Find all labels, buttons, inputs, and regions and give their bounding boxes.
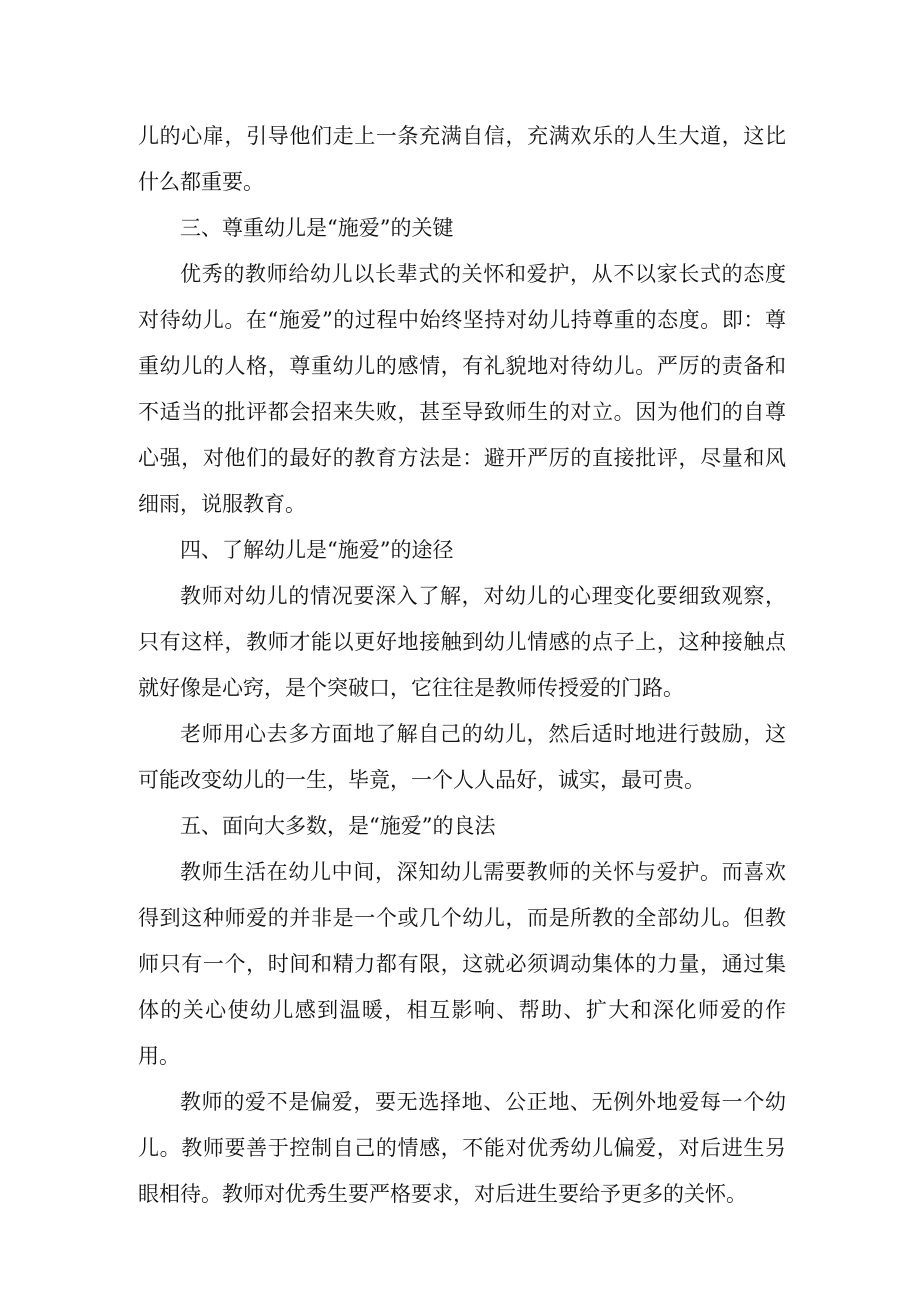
paragraph: 老师用心去多方面地了解自己的幼儿，然后适时地进行鼓励，这可能改变幼儿的一生，毕竟，一个人人品好，诚实，最可贵。 (138, 722, 786, 792)
document-body (138, 113, 786, 1217)
paragraph: 教师对幼儿的情况要深入了解，对幼儿的心理变化要细致观察，只有这样，教师才能以更好地接触到幼儿情感的点子上，这种接触点就好像是心窍，是个突破口，它往往是教师传授爱的门路。 (138, 584, 786, 700)
section-heading-5: 五、面向大多数，是“施爱”的良法 (180, 814, 496, 838)
section-heading-4: 四、了解幼儿是“施爱”的途径 (180, 538, 454, 562)
paragraph: 优秀的教师给幼儿以长辈式的关怀和爱护，从不以家长式的态度对待幼儿。在“施爱”的过程中始终坚持对幼儿持尊重的态度。即：尊重幼儿的人格，尊重幼儿的感情，有礼貌地对待幼儿。严厉的责备和不适当的批评都会招来失败，甚至导致师生的对立。因为他们的自尊心强，对他们的最好的教育方法是：避开严厉的直接批评，尽量和风细雨，说服教育。 (138, 262, 786, 516)
paragraph: 教师生活在幼儿中间，深知幼儿需要教师的关怀与爱护。而喜欢得到这种师爱的并非是一个或几个幼儿，而是所教的全部幼儿。但教师只有一个，时间和精力都有限，这就必须调动集体的力量，通过集体的关心使幼儿感到温暖，相互影响、帮助、扩大和深化师爱的作用。 (138, 860, 786, 1068)
section-heading-3: 三、尊重幼儿是“施爱”的关键 (180, 216, 454, 240)
paragraph-continuation: 儿的心扉，引导他们走上一条充满自信，充满欢乐的人生大道，这比什么都重要。 (138, 124, 786, 194)
paragraph: 教师的爱不是偏爱，要无选择地、公正地、无例外地爱每一个幼儿。教师要善于控制自己的情感，不能对优秀幼儿偏爱，对后进生另眼相待。教师对优秀生要严格要求，对后进生要给予更多的关怀。 (138, 1090, 786, 1206)
